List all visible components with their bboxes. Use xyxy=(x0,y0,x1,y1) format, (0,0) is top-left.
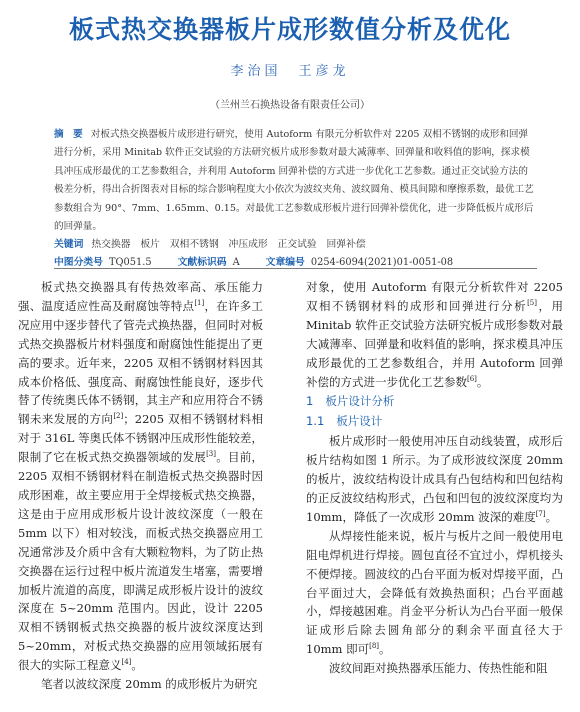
text-run: ，在许多工况应用中逐步替代了管壳式换热器，但同时对板式热交换器板片材料强度和耐腐蚀性能提出了更高的要求。近年来，2205 双相不锈钢材料因其成本价格低、强度高、耐腐蚀性能良好，逐步代替了传统奥氏体不锈钢，其主产和应用符合不锈钢未来发展的方向 xyxy=(18,298,264,427)
clc-number xyxy=(54,255,152,271)
paragraph: 波纹间距对换热器承压能力、传热性能和阻 xyxy=(329,661,548,676)
keywords xyxy=(54,237,537,253)
paper-title: 板式热交换器板片成形数值分析及优化 xyxy=(68,15,511,44)
text-run: 从焊接性能来说，板片与板片之间一般使用电阻电焊机进行焊接。圆包直径不宜过小，焊机接头不便焊接。圆波纹的凸台平面为板对焊接平面，凸台平面过大，会降低有效换热面积；凸台平面越小，焊接越困难。肖金平分析认为凸台平面一般保证成形后除去圆角部分的剩余平面直径大于 10mm 即可 xyxy=(306,528,563,657)
paragraph: 笔者以波纹深度 20mm 的成形板片为研究 xyxy=(41,677,258,692)
citation: [3] xyxy=(206,450,216,459)
keywords-label: 关键词 xyxy=(54,239,84,251)
subsection-heading xyxy=(306,412,563,431)
abstract xyxy=(54,126,537,236)
document-code xyxy=(178,255,240,271)
paragraph xyxy=(306,278,563,391)
article-number xyxy=(266,255,453,271)
section-title: 板片设计分析 xyxy=(325,394,395,409)
subsection-title: 板片设计 xyxy=(336,414,383,429)
text-run: 。 xyxy=(131,658,143,673)
article-value: 0254-6094(2021)01-0051-08 xyxy=(310,257,454,269)
classification-line xyxy=(54,255,537,271)
citation: [2] xyxy=(113,412,124,421)
paragraph xyxy=(306,432,563,527)
paragraph xyxy=(18,278,263,675)
citation: [6] xyxy=(467,374,477,383)
left-column xyxy=(18,278,263,694)
text-run: 对象，使用 Autoform 有限元分析软件对 2205 双相不锈钢材料的成形和回弹进行分析 xyxy=(306,280,563,313)
doc-value: A xyxy=(232,257,240,269)
divider xyxy=(54,268,537,269)
text-run: 板片成形时一般使用冲压自动线装置，成形后板片结构如图 1 所示。为了成形波纹深度 20mm 的板片，波纹结构设计成具有凸包结构和凹包结构的正反波纹结构形式，凸包和凹包的波纹深度均为 10mm，降低了一次成形 20mm 波深的难度 xyxy=(306,434,563,524)
affiliation: （兰州兰石换热设备有限责任公司） xyxy=(210,100,370,111)
citation: [1] xyxy=(194,299,205,308)
section-number: 1 xyxy=(306,394,314,409)
section-heading xyxy=(306,392,563,411)
text-run: 。 xyxy=(476,374,489,389)
citation: [7] xyxy=(535,510,546,519)
text-run: 。 xyxy=(379,642,391,657)
citation: [4] xyxy=(121,658,132,667)
citation: [5] xyxy=(527,299,537,308)
article-label: 文章编号 xyxy=(265,257,305,269)
abstract-block xyxy=(54,126,537,271)
subsection-number: 1.1 xyxy=(306,414,325,429)
doc-label: 文献标识码 xyxy=(177,257,227,269)
text-run: ，用 Minitab 软件正交试验方法研究板片成形参数对最大减薄率、回弹量和收料值的影响，探求模具冲压成形最优的工艺参数组合，并用 Autoform 回弹补偿的方式进一步优化工艺参数 xyxy=(306,298,564,389)
paragraph xyxy=(306,527,563,659)
text-run: 。 xyxy=(545,509,558,524)
text-run: 板式热交换器具有传热效率高、承压能力强、温度适应性高及耐腐蚀等特点 xyxy=(18,280,263,313)
clc-value: TQ051.5 xyxy=(108,257,152,269)
citation: [8] xyxy=(369,642,380,651)
abstract-label: 摘 要 xyxy=(54,129,83,140)
keywords-text: 热交换器 板片 双相不锈钢 冲压成形 正交试验 回弹补偿 xyxy=(91,239,366,251)
right-column xyxy=(306,278,563,678)
text-run: 。目前，2205 双相不锈钢材料在制造板式热交换器时因成形困难，故主要应用于全焊接板式热交换器，这是由于应用成形板片设计波纹深度（一般在 5mm 以下）相对较浅，而板式热交换器应用工况通常涉及介质中含有大颗粒物料，为了防止热交换器在运行过程中板片流道发生堵塞，需要增加板片流道的高度，即满足成形板片设计的波纹深度在 5~20mm 范围内。因此，设计 2205 双相不锈钢板式热交换器的板片波纹深度达到 5~20mm，对板式热交换器的应用领域拓展有很大的实际工程意义 xyxy=(18,450,263,673)
abstract-text: 对板式热交换器板片成形进行研究，使用 Autoform 有限元分析软件对 2205 双相不锈钢的成形和回弹进行分析，采用 Minitab 软件正交试验的方法研究板片成形参数对最大减薄率、回弹量和收料值的影响，探求模具冲压成形最优的工艺参数组合，并利用 Autoform 回弹补偿的方式进一步优化工艺参数。通过正交试验方法的极差分析，得出合折图表对目标的综合影响程度大小依次为波纹夹角、波纹圆角、模具间隙和摩擦系数，最优工艺参数组合为 90°、7mm、1.65mm、0.15。对最优工艺参数成形板片进行回弹补偿优化，进一步降低板片成形后的回弹量。 xyxy=(54,129,534,233)
text-run: ；2205 双相不锈钢材料相对于 316L 等奥氏体不锈钢冲压成形性能较差，限制了它在板式热交换器领域的发展 xyxy=(18,412,263,465)
authors: 李治国 王彦龙 xyxy=(230,64,350,79)
clc-label: 中图分类号 xyxy=(54,257,103,269)
